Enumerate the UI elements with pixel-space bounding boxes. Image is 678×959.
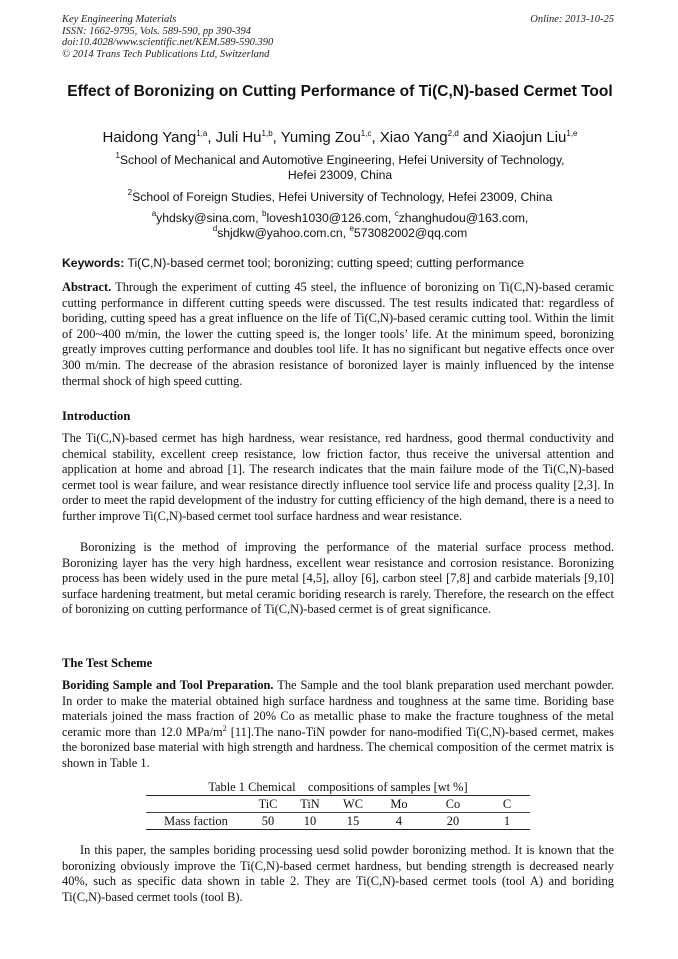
test-scheme-paragraph-1: Boriding Sample and Tool Preparation. The Sample and the tool blank preparation used merchant powder. In order to make the material obtained high surface hardness and toughness at the same time. Boriding base materials joined the mass fraction of 20% Co as metallic phase to make the fracture toughness of the metal ceramic more than 12.0 MPa/$m^2$ [11].The nano-TiN powder for nano-modified Ti(C,N)-based cermet, makes the boronized base material with high strength and hardness. The chemical composition of the cermet matrix is shown in Table 1. bbox=[62, 678, 615, 770]
affiliation-2: $^2$School of Foreign Studies, Hefei University of Technology, Hefei 23009, China bbox=[127, 188, 553, 204]
author-emails: $^a$yhdsky@sina.com, $^b$lovesh1030@126.com, $^c$zhanghudou@163.com, $^d$shjdkw@yahoo.com.cn, $^e$573082002@qq.com bbox=[151, 209, 529, 240]
introduction-paragraph-2: Boronizing is the method of improving the performance of the material surface process method. Boronizing layer has the very high hardness, excellent wear resistance and corrosion resistance. Boronizing process has been widely used in the pure metal [4,5], alloy [6], carbon steel [7,8] and carbide materials [9,10] surface hardening treatment, but metal ceramic boriding research is rarely. Therefore, the research on the effect of boronizing on cutting performance of Ti(C,N)-based cermet is of great significance. bbox=[62, 540, 614, 617]
author: Xiao Yang$^{2,d}$ and bbox=[379, 129, 493, 146]
abstract bbox=[62, 280, 614, 389]
section-heading-test-scheme: The Test Scheme bbox=[62, 656, 153, 670]
table-cell: 4 bbox=[395, 814, 403, 828]
table-caption: Table 1 Chemical compositions of samples [wt %] bbox=[208, 780, 468, 794]
paper-title: Effect of Boronizing on Cutting Performance of Ti(C,N)-based Cermet Tool bbox=[67, 83, 613, 100]
table-cell: 10 bbox=[303, 814, 317, 828]
author: Yuming Zou$^{1,c}$, bbox=[280, 129, 380, 146]
section-heading-introduction: Introduction bbox=[62, 409, 131, 423]
author: Juli Hu$^{1,b}$, bbox=[215, 129, 281, 146]
column-header: C bbox=[502, 797, 512, 811]
table-1 bbox=[146, 780, 530, 830]
online-date: Online: 2013-10-25 bbox=[530, 14, 614, 25]
copyright-line: © 2014 Trans Tech Publications Ltd, Switzerland bbox=[62, 48, 270, 60]
table-header-row bbox=[146, 796, 530, 813]
email[interactable]: $^e$573082002@qq.com bbox=[349, 224, 468, 240]
table-cell: 15 bbox=[346, 814, 360, 828]
table-cell: 20 bbox=[446, 814, 460, 828]
doi-line: doi:10.4028/www.scientific.net/KEM.589-590.390 bbox=[62, 37, 274, 49]
column-header: TiC bbox=[258, 797, 278, 811]
column-header: Co bbox=[445, 797, 461, 811]
introduction-paragraph-1: The Ti(C,N)-based cermet has high hardness, wear resistance, red hardness, good thermal conductivity and chemical stability, excellent creep resistance, low friction factor, thus receive the universal attention and application at home and abroad [1]. The research indicates that the main failure mode of the Ti(C,N)-based cermet tool is wear failure, and wear resistance directly influence tool service life and process quality [2,3]. In order to meet the rapid development of the industry for cutting efficiency of the high demand, there is a need to further improve Ti(C,N)-based cermet tool surface hardness and wear resistance. bbox=[62, 431, 615, 523]
table-row bbox=[146, 813, 530, 830]
column-header: WC bbox=[343, 797, 363, 811]
email[interactable]: $^b$lovesh1030@126.com bbox=[262, 209, 388, 225]
affiliation-1: $^1$School of Mechanical and Automotive Engineering, Hefei University of Technology, Hefei 23009, China bbox=[115, 151, 565, 182]
row-label: Mass faction bbox=[164, 814, 228, 828]
keywords bbox=[62, 256, 618, 271]
keywords-text: Ti(C,N)-based cermet tool; boronizing; cutting speed; cutting performance bbox=[124, 256, 524, 270]
journal-name: Key Engineering Materials bbox=[62, 14, 177, 25]
table-cell: 1 bbox=[503, 814, 511, 828]
abstract-label: Abstract. bbox=[62, 280, 112, 294]
keywords-label: Keywords: bbox=[62, 256, 125, 270]
email[interactable]: $^a$yhdsky@sina.com bbox=[151, 209, 256, 225]
email[interactable]: $^d$shjdkw@yahoo.com.cn bbox=[212, 224, 343, 240]
email[interactable]: $^c$zhanghudou@163.com bbox=[394, 209, 525, 225]
table-cell: 50 bbox=[261, 814, 275, 828]
issn-line: ISSN: 1662-9795, Vols. 589-590, pp 390-394 bbox=[62, 25, 251, 37]
test-scheme-paragraph-2: In this paper, the samples boriding processing uesd solid powder boronizing method. It is known that the boronizing obviously improve the Ti(C,N)-based cermet hardness, but bending strength is decreased nearly 40%, such as specific data shown in table 2. They are Ti(C,N)-based cermet tools (tool A) and boriding Ti(C,N)-based cermet tools (tool B). bbox=[62, 843, 614, 904]
journal-header bbox=[62, 14, 273, 60]
column-header: TiN bbox=[300, 797, 320, 811]
column-header: Mo bbox=[390, 797, 408, 811]
author: Xiaojun Liu$^{1,e}$ bbox=[492, 129, 578, 146]
column-header bbox=[146, 796, 246, 813]
author: Haidong Yang$^{1,a}$, bbox=[102, 129, 216, 146]
author-list bbox=[62, 129, 618, 147]
composition-table bbox=[146, 795, 530, 830]
subsection-heading: Boriding Sample and Tool Preparation. bbox=[62, 678, 274, 692]
abstract-text: Through the experiment of cutting 45 steel, the influence of boronizing on Ti(C,N)-based ceramic cutting performance in different cutting speeds were discussed. The test results indicated that: regardless of boriding, cutting speed has a great influence on the life of Ti(C,N)-based ceramic cutting tool. Within the limit of 200~400 m/min, the lower the cutting speed is, the longer tools’ life. At the minimum speed, boronizing greatly improves cutting performance and doubles tool life. It has no significant but negative effects once over 300 m/min. The decrease of the abrasion resistance of boronized layer is mainly influenced by the intense thermal shock of high speed cutting. bbox=[62, 280, 614, 388]
